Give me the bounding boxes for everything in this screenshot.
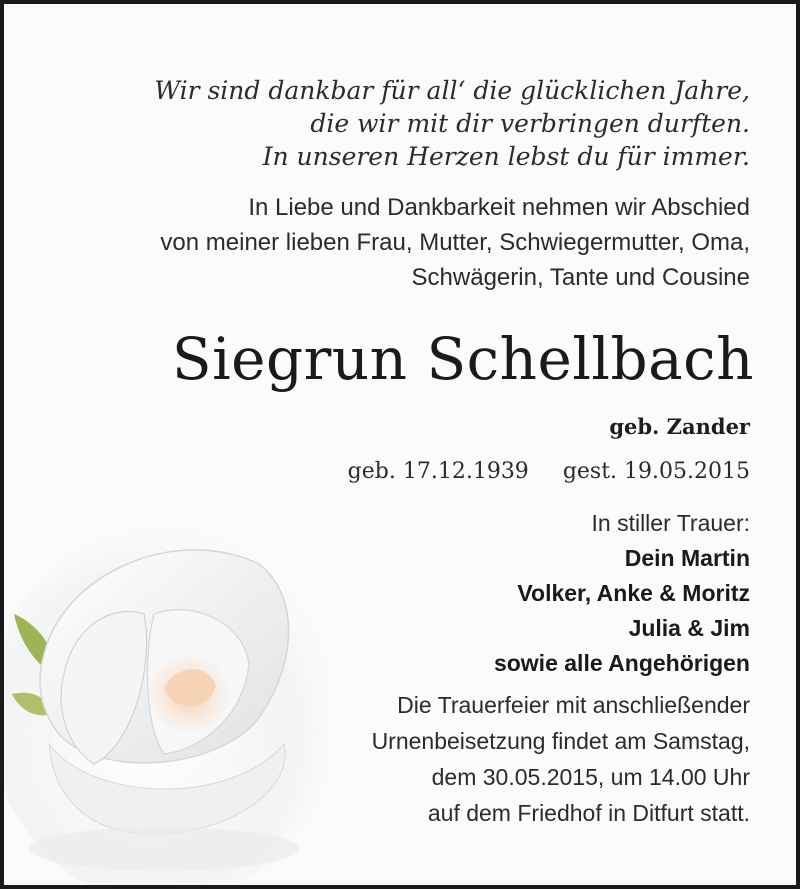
mourner-name: sowie alle Angehörigen [493, 650, 750, 676]
intro-line: Schwägerin, Tante und Cousine [411, 264, 750, 291]
mourner-name: Dein Martin [624, 545, 750, 571]
life-dates [348, 457, 750, 487]
funeral-line: dem 30.05.2015, um 14.00 Uhr [431, 764, 750, 790]
funeral-details [372, 687, 750, 831]
intro-line: von meiner lieben Frau, Mutter, Schwiegermutter, Oma, [160, 229, 750, 256]
memorial-quote [154, 74, 750, 173]
intro-line: In Liebe und Dankbarkeit nehmen wir Abschied [248, 194, 750, 221]
funeral-line: Urnenbeisetzung findet am Samstag, [371, 728, 750, 754]
mourner-name: Julia & Jim [628, 615, 750, 641]
deceased-name: Siegrun Schellbach [171, 325, 754, 393]
quote-line: In unseren Herzen lebst du für immer. [262, 142, 750, 171]
white-rose-icon [4, 504, 334, 889]
funeral-line: auf dem Friedhof in Ditfurt statt. [427, 800, 750, 826]
mourners [494, 506, 750, 681]
birth-date: geb. 17.12.1939 [347, 459, 529, 484]
funeral-line: Die Trauerfeier mit anschließender [397, 692, 750, 718]
farewell-intro [160, 190, 750, 295]
death-date: gest. 19.05.2015 [562, 459, 750, 484]
quote-line: Wir sind dankbar für all‘ die glücklichen Jahre, [154, 76, 750, 105]
mourners-heading: In stiller Trauer: [591, 510, 750, 536]
maiden-name: geb. Zander [609, 414, 750, 439]
mourner-name: Volker, Anke & Moritz [517, 580, 750, 606]
quote-line: die wir mit dir verbringen durften. [310, 109, 750, 138]
